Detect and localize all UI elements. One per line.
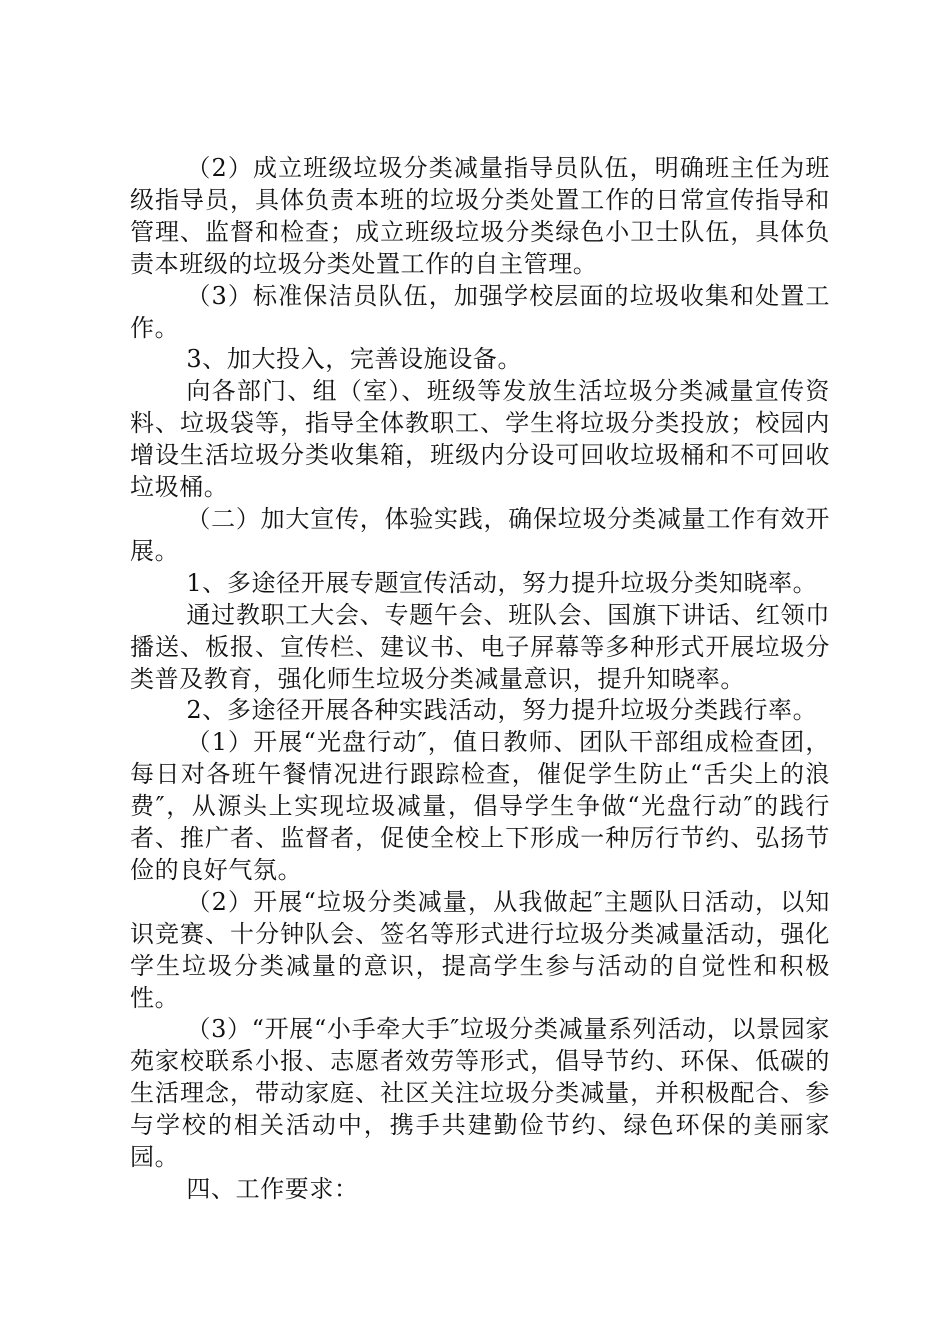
heading-section-two: （二）加大宣传，体验实践，确保垃圾分类减量工作有效开展。 (130, 504, 830, 565)
paragraph-distribute-materials: 向各部门、组（室）、班级等发放生活垃圾分类减量宣传资料、垃圾袋等，指导全体教职工、学生将垃圾分类投放；校园内增设生活垃圾分类收集箱，班级内分设可回收垃圾桶和不可回收垃圾桶。 (130, 377, 830, 502)
heading-publicity-activities: 1、多途径开展专题宣传活动，努力提升垃圾分类知晓率。 (186, 568, 818, 597)
heading-work-requirements: 四、工作要求： (186, 1175, 359, 1203)
paragraph-theme-team-day: （2）开展“垃圾分类减量，从我做起″主题队日活动，以知识竞赛、十分钟队会、签名等形式进行垃圾分类减量活动，强化学生垃圾分类减量的意识，提高学生参与活动的自觉性和积极性。 (130, 887, 830, 1012)
document-body (130, 153, 830, 1206)
heading-increase-investment: 3、加大投入，完善设施设备。 (186, 345, 523, 374)
paragraph-clean-plate-action: （1）开展“光盘行动″，值日教师、团队干部组成检查团，每日对各班午餐情况进行跟踪检查，催促学生防止“舌尖上的浪费″，从源头上实现垃圾减量，倡导学生争做“光盘行动″的践行者、推广者、监督者，促使全校上下形成一种厉行节约、弘扬节俭的良好气氛。 (130, 728, 830, 884)
paragraph-class-instructor-team: （2）成立班级垃圾分类减量指导员队伍，明确班主任为班级指导员，具体负责本班的垃圾分类处置工作的日常宣传指导和管理、监督和检查；成立班级垃圾分类绿色小卫士队伍，具体负责本班级的垃圾分类处置工作的自主管理。 (130, 154, 830, 278)
paragraph-small-hands-big-hands: （3）“开展“小手牵大手″垃圾分类减量系列活动，以景园家苑家校联系小报、志愿者效劳等形式，倡导节约、环保、低碳的生活理念，带动家庭、社区关注垃圾分类减量，并积极配合、参与学校的相关活动中，携手共建勤俭节约、绿色环保的美丽家园。 (130, 1015, 830, 1172)
paragraph-cleaner-team: （3）标准保洁员队伍，加强学校层面的垃圾收集和处置工作。 (130, 281, 830, 342)
paragraph-publicity-methods: 通过教职工大会、专题午会、班队会、国旗下讲话、红领巾播送、板报、宣传栏、建议书、电子屏幕等多种形式开展垃圾分类普及教育，强化师生垃圾分类减量意识，提升知晓率。 (130, 600, 830, 693)
heading-practice-activities: 2、多途径开展各种实践活动，努力提升垃圾分类践行率。 (186, 696, 818, 725)
